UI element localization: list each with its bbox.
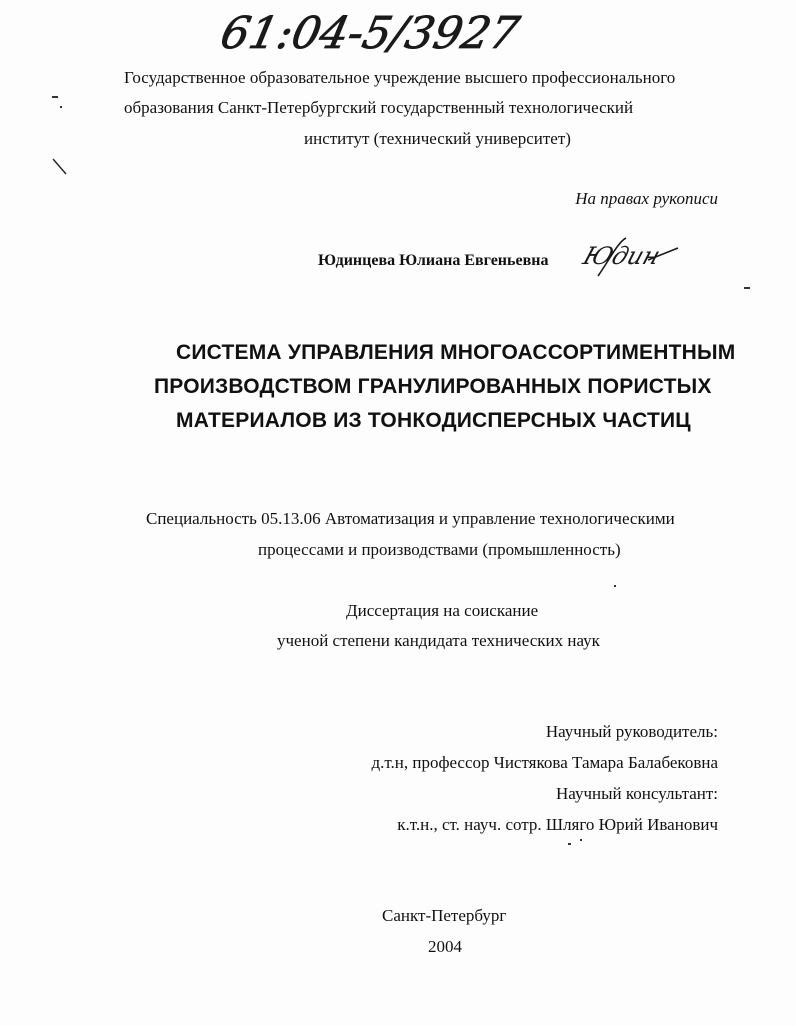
- author-signature: [579, 232, 688, 280]
- supervisor-label: Научный руководитель:: [545, 722, 718, 741]
- archive-code-ink: [216, 4, 524, 60]
- scan-speck: [744, 287, 750, 289]
- signature-ink: [579, 232, 688, 280]
- scan-speck: [60, 106, 62, 108]
- footer-city: Санкт-Петербург: [382, 906, 507, 925]
- dissertation-line-1: Диссертация на соискание: [346, 601, 539, 620]
- author-name: Юдинцева Юлиана Евгеньевна: [318, 252, 549, 269]
- title-line-2: ПРОИЗВОДСТВОМ ГРАНУЛИРОВАННЫХ ПОРИСТЫХ: [154, 375, 712, 398]
- scan-mark: [52, 158, 68, 176]
- supervisor-name: д.т.н, профессор Чистякова Тамара Балабековна: [371, 753, 718, 772]
- consultant-label: Научный консультант:: [556, 784, 718, 803]
- specialty-line-2: процессами и производствами (промышленность): [258, 540, 621, 559]
- signature-text: Юдин: [579, 241, 664, 270]
- scan-speck: [52, 96, 58, 98]
- institution-line-2: образования Санкт-Петербургский государственный технологический: [124, 98, 634, 117]
- scan-speck: [580, 839, 582, 841]
- footer-year: 2004: [428, 937, 462, 956]
- title-line-3: МАТЕРИАЛОВ ИЗ ТОНКОДИСПЕРСНЫХ ЧАСТИЦ: [176, 409, 691, 432]
- title-line-1: СИСТЕМА УПРАВЛЕНИЯ МНОГОАССОРТИМЕНТНЫМ: [176, 341, 736, 364]
- rights-note: На правах рукописи: [575, 189, 718, 208]
- archive-code-text: 61:04-5/3927: [216, 8, 524, 59]
- specialty-line-1: Специальность 05.13.06 Автоматизация и управление технологическими: [146, 509, 675, 528]
- institution-line-3: институт (технический университет): [304, 129, 571, 148]
- archive-code-handwritten: [216, 4, 524, 60]
- consultant-name: к.т.н., ст. науч. сотр. Шляго Юрий Иванович: [397, 815, 718, 834]
- dissertation-line-2: ученой степени кандидата технических наук: [277, 631, 600, 650]
- institution-line-1: Государственное образовательное учреждение высшего профессионального: [124, 68, 676, 87]
- scan-speck: [568, 843, 571, 845]
- scan-speck: [614, 585, 616, 587]
